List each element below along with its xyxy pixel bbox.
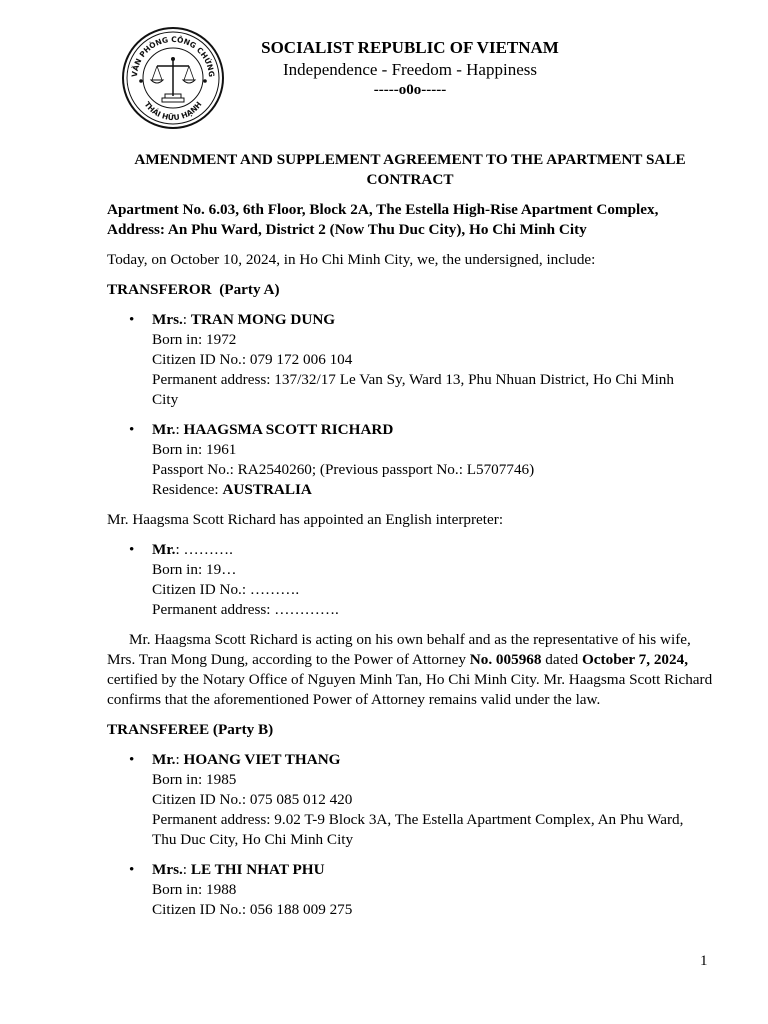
intro-paragraph: Today, on October 10, 2024, in Ho Chi Minh City, we, the undersigned, include: <box>107 251 596 268</box>
permanent-address: Permanent address: 137/32/17 Le Van Sy, Ward 13, Phu Nhuan District, Ho Chi Minh <box>152 371 674 388</box>
attorney-text-3: certified by the Notary Office of Nguyen Minh Tan, Ho Chi Minh City. Mr. Haagsma Scott Richard confirms that the aforementioned Power of Attorney remains valid under the law. <box>107 671 713 708</box>
attorney-number: No. 005968 <box>469 651 542 668</box>
list-item: • Mr.: HAAGSMA SCOTT RICHARD Born in: 1961 Passport No.: RA2540260; (Previous passport No.: L5707746) Residence: AUSTRALIA <box>152 420 713 500</box>
title-line-1: AMENDMENT AND SUPPLEMENT AGREEMENT TO THE APARTMENT SALE <box>134 151 686 168</box>
list-item: • Mrs.: LE THI NHAT PHU Born in: 1988 Citizen ID No.: 056 188 009 275 <box>152 860 713 920</box>
country-name: SOCIALIST REPUBLIC OF VIETNAM <box>261 38 559 57</box>
apartment-info <box>107 200 713 240</box>
notary-seal <box>121 26 225 130</box>
party-b-list <box>107 750 713 920</box>
permanent-address: Permanent address: …………. <box>152 601 339 618</box>
national-header <box>240 37 580 100</box>
citizen-id: Citizen ID No.: 056 188 009 275 <box>152 901 353 918</box>
party-a-heading: TRANSFEROR (Party A) <box>107 281 280 298</box>
person-name: HOANG VIET THANG <box>183 751 341 768</box>
interpreter-intro: Mr. Haagsma Scott Richard has appointed an English interpreter: <box>107 511 504 528</box>
citizen-id: Citizen ID No.: ………. <box>152 581 300 598</box>
national-motto: Independence - Freedom - Happiness <box>283 60 537 79</box>
party-b-heading: TRANSFEREE (Party B) <box>107 721 274 738</box>
header-separator: -----o0o----- <box>373 82 447 98</box>
attorney-text-2: dated <box>541 651 582 668</box>
svg-text:THÁI HỮU HẠNH: THÁI HỮU HẠNH <box>142 99 204 123</box>
seal-emblem-icon <box>121 26 225 130</box>
born-year: Born in: 1972 <box>152 331 237 348</box>
residence-value: AUSTRALIA <box>222 481 312 498</box>
born-year: Born in: 1985 <box>152 771 237 788</box>
power-of-attorney-paragraph <box>107 630 713 710</box>
list-item: • Mrs.: TRAN MONG DUNG Born in: 1972 Citizen ID No.: 079 172 006 104 Permanent address: 137/32/17 Le Van Sy, Ward 13, Phu Nhuan District, Ho Chi Minh City <box>152 310 713 410</box>
list-item: • Mr.: HOANG VIET THANG Born in: 1985 Citizen ID No.: 075 085 012 420 Permanent address: 9.02 T-9 Block 3A, The Estella Apartment Complex, An Phu Ward, Thu Duc City, Ho Chi Minh City <box>152 750 713 850</box>
person-title: Mr. <box>152 541 176 558</box>
party-a-list <box>107 310 713 500</box>
born-year: Born in: 19… <box>152 561 237 578</box>
person-name: LE THI NHAT PHU <box>190 861 325 878</box>
passport-number: Passport No.: RA2540260; (Previous passport No.: L5707746) <box>152 461 535 478</box>
person-title: Mr. <box>152 751 176 768</box>
list-item: • Mr.: ………. Born in: 19… Citizen ID No.: ………. Permanent address: …………. <box>152 540 713 620</box>
attorney-text-1: Mr. Haagsma Scott Richard is acting on his own behalf and as the representative of his wife, Mrs. Tran Mong Dung, according to the Power of Attorney <box>107 631 691 668</box>
person-title: Mrs. <box>152 311 183 328</box>
born-year: Born in: 1961 <box>152 441 237 458</box>
interpreter-list <box>107 540 713 620</box>
permanent-address: Permanent address: 9.02 T-9 Block 3A, The Estella Apartment Complex, An Phu Ward, <box>152 811 684 828</box>
citizen-id: Citizen ID No.: 075 085 012 420 <box>152 791 353 808</box>
attorney-date: October 7, 2024, <box>581 651 689 668</box>
person-name: ………. <box>183 541 233 558</box>
born-year: Born in: 1988 <box>152 881 237 898</box>
person-title: Mr. <box>152 421 176 438</box>
document-body <box>107 150 713 930</box>
apartment-line-1: Apartment No. 6.03, 6th Floor, Block 2A, The Estella High-Rise Apartment Complex, <box>107 201 659 218</box>
page-number: 1 <box>700 953 708 969</box>
residence-label: Residence: <box>152 481 223 498</box>
title-line-2: CONTRACT <box>366 171 454 188</box>
document-title <box>107 150 713 190</box>
permanent-address-cont: Thu Duc City, Ho Chi Minh City <box>152 831 354 848</box>
person-title: Mrs. <box>152 861 183 878</box>
svg-text:VĂN PHÒNG CÔNG CHỨNG: VĂN PHÒNG CÔNG CHỨNG <box>129 34 217 78</box>
person-name: HAAGSMA SCOTT RICHARD <box>183 421 394 438</box>
apartment-line-2: Address: An Phu Ward, District 2 (Now Thu Duc City), Ho Chi Minh City <box>107 221 587 238</box>
citizen-id: Citizen ID No.: 079 172 006 104 <box>152 351 353 368</box>
person-name: TRAN MONG DUNG <box>190 311 336 328</box>
permanent-address-cont: City <box>152 391 179 408</box>
